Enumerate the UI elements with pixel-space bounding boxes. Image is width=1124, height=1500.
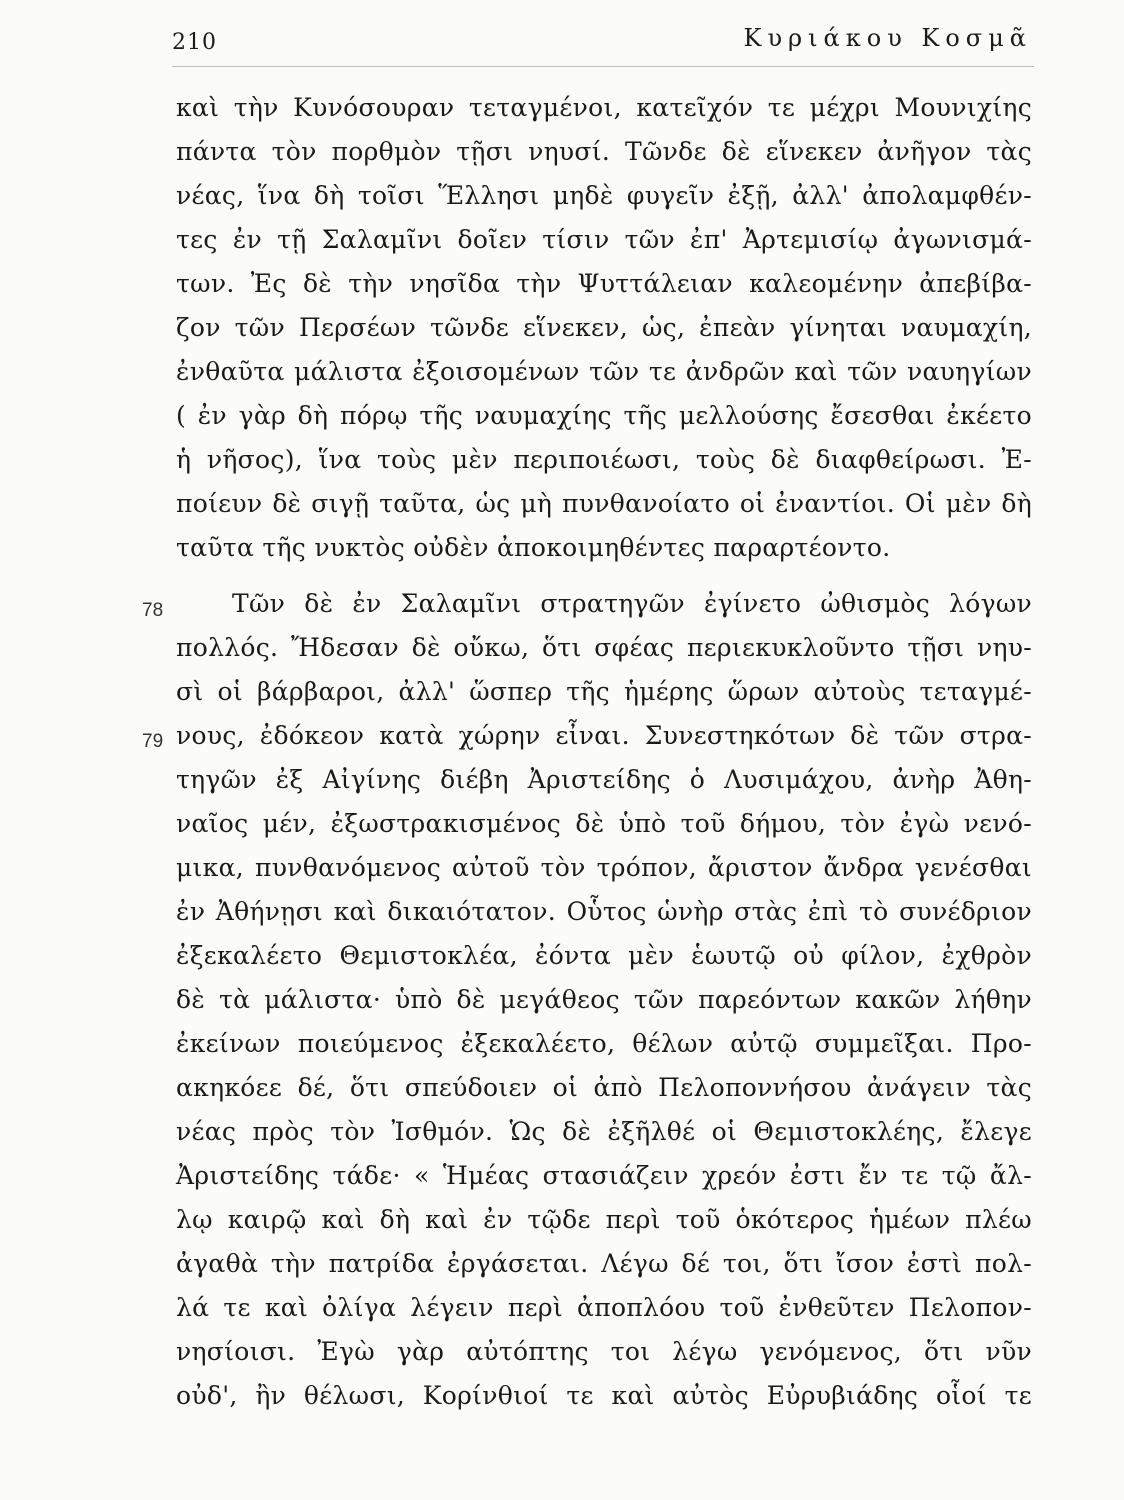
text-line: σὶ οἱ βάρβαροι, ἀλλ' ὥσπερ τῆς ἡμέρης ὥρων αὐτοὺς τεταγμέ-: [176, 677, 1032, 706]
text-line: ακηκόεε δέ, ὅτι σπεύδοιεν οἱ ἀπὸ Πελοποννήσου ἀνάγειν τὰς: [176, 1073, 1032, 1102]
text-line: τηγῶν ἐξ Αἰγίνης διέβη Ἀριστείδης ὁ Λυσιμάχου, ἀνὴρ Ἀθη-: [176, 765, 1032, 794]
text-line: των. Ἐς δὲ τὴν νησῖδα τὴν Ψυττάλειαν καλεομένην ἀπεβίβα-: [176, 269, 1032, 298]
text-line: ταῦτα τῆς νυκτὸς οὐδὲν ἀποκοιμηθέντες παραρτέοντο.: [176, 533, 891, 562]
text-line: πολλός. Ἤδεσαν δὲ οὔκω, ὅτι σφέας περιεκυκλοῦντο τῇσι νηυ-: [176, 633, 1032, 662]
running-header-title: Κυριάκου Κοσμᾶ: [743, 24, 1032, 52]
text-line: νησίοισι. Ἐγὼ γὰρ αὐτόπτης τοι λέγω γενόμενος, ὅτι νῦν: [176, 1337, 1032, 1366]
margin-section-number: 78: [142, 600, 164, 621]
text-line: ἀγαθὰ τὴν πατρίδα ἐργάσεται. Λέγω δέ τοι, ὅτι ἴσον ἐστὶ πολ-: [176, 1249, 1032, 1278]
text-line: Ἀριστείδης τάδε· « Ἡμέας στασιάζειν χρεόν ἐστι ἔν τε τῷ ἄλ-: [176, 1161, 1032, 1190]
text-line: ποίευν δὲ σιγῇ ταῦτα, ὡς μὴ πυνθανοίατο οἱ ἐναντίοι. Οἱ μὲν δὴ: [176, 489, 1032, 518]
text-line: νους, ἐδόκεον κατὰ χώρην εἶναι. Συνεστηκότων δὲ τῶν στρα-: [176, 721, 1032, 750]
paragraph-2: [176, 582, 1032, 1418]
text-line: ἐν Ἀθήνῃσι καὶ δικαιότατον. Οὗτος ὡνὴρ στὰς ἐπὶ τὸ συνέδριον: [176, 897, 1032, 926]
text-line: ( ἐν γὰρ δὴ πόρῳ τῆς ναυμαχίης τῆς μελλούσης ἔσεσθαι ἐκέετο: [176, 401, 1032, 430]
text-line: πάντα τὸν πορθμὸν τῇσι νηυσί. Τῶνδε δὲ εἵνεκεν ἀνῆγον τὰς: [176, 137, 1032, 166]
text-line: τες ἐν τῇ Σαλαμῖνι δοῖεν τίσιν τῶν ἐπ' Ἀρτεμισίῳ ἀγωνισμά-: [176, 225, 1032, 254]
text-line: καὶ τὴν Κυνόσουραν τεταγμένοι, κατεῖχόν τε μέχρι Μουνιχίης: [176, 93, 1032, 122]
text-line: ἐνθαῦτα μάλιστα ἐξοισομένων τῶν τε ἀνδρῶν καὶ τῶν ναυηγίων: [176, 357, 1032, 386]
text-line: λῳ καιρῷ καὶ δὴ καὶ ἐν τῷδε περὶ τοῦ ὁκότερος ἡμέων πλέω: [176, 1205, 1032, 1234]
header-rule: [172, 66, 1034, 67]
text-line: δὲ τὰ μάλιστα· ὑπὸ δὲ μεγάθεος τῶν παρεόντων κακῶν λήθην: [176, 985, 1032, 1014]
paragraph-1: [176, 86, 1032, 570]
text-line: νέας, ἵνα δὴ τοῖσι Ἕλλησι μηδὲ φυγεῖν ἐξῇ, ἀλλ' ἀπολαμφθέν-: [176, 181, 1032, 210]
text-line: ναῖος μέν, ἐξωστρακισμένος δὲ ὑπὸ τοῦ δήμου, τὸν ἐγὼ νενό-: [176, 809, 1032, 838]
text-line: ζον τῶν Περσέων τῶνδε εἵνεκεν, ὡς, ἐπεὰν γίνηται ναυμαχίη,: [176, 313, 1032, 342]
text-line: ἐκείνων ποιεύμενος ἐξεκαλέετο, θέλων αὐτῷ συμμεῖξαι. Προ-: [176, 1029, 1032, 1058]
text-line: οὐδ', ἢν θέλωσι, Κορίνθιοί τε καὶ αὐτὸς Εὐρυβιάδης οἷοί τε: [176, 1381, 1032, 1410]
text-line: ἐξεκαλέετο Θεμιστοκλέα, ἐόντα μὲν ἑωυτῷ οὐ φίλον, ἐχθρὸν: [176, 941, 1032, 970]
text-line: μικα, πυνθανόμενος αὐτοῦ τὸν τρόπον, ἄριστον ἄνδρα γενέσθαι: [176, 853, 1032, 882]
margin-section-number: 79: [142, 731, 164, 752]
page-number: 210: [172, 30, 217, 55]
text-line: ἡ νῆσος), ἵνα τοὺς μὲν περιποιέωσι, τοὺς δὲ διαφθείρωσι. Ἐ-: [176, 445, 1032, 474]
text-line: νέας πρὸς τὸν Ἰσθμόν. Ὡς δὲ ἐξῆλθέ οἱ Θεμιστοκλέης, ἔλεγε: [176, 1117, 1032, 1146]
text-line: Τῶν δὲ ἐν Σαλαμῖνι στρατηγῶν ἐγίνετο ὠθισμὸς λόγων: [232, 589, 1032, 618]
text-line: λά τε καὶ ὀλίγα λέγειν περὶ ἀποπλόου τοῦ ἐνθεῦτεν Πελοπον-: [176, 1293, 1032, 1322]
